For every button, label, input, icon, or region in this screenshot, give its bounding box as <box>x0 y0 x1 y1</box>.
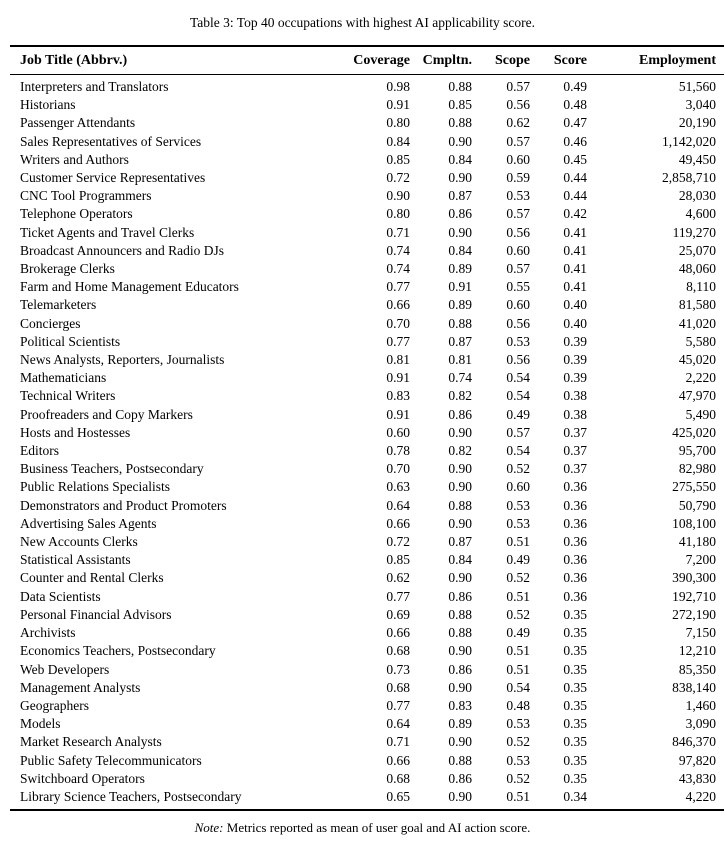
table-row <box>10 679 724 697</box>
cell-coverage: 0.90 <box>386 188 410 204</box>
cell-coverage: 0.73 <box>386 661 410 677</box>
cell-cmpltn: 0.90 <box>448 570 472 586</box>
cell-emp: 81,580 <box>678 297 716 313</box>
cell-score: 0.39 <box>563 370 587 386</box>
table-row <box>10 533 724 551</box>
cell-coverage: 0.71 <box>386 224 410 240</box>
cell-emp: 85,350 <box>678 661 716 677</box>
cell-score: 0.36 <box>563 497 587 513</box>
cell-cmpltn: 0.84 <box>448 151 472 167</box>
cell-score: 0.35 <box>563 661 587 677</box>
table-row <box>10 169 724 187</box>
cell-score: 0.41 <box>563 224 587 240</box>
cell-emp: 838,140 <box>672 679 716 695</box>
cell-score: 0.40 <box>563 297 587 313</box>
cell-scope: 0.54 <box>506 443 530 459</box>
table-row <box>10 642 724 660</box>
cell-emp: 8,110 <box>686 279 716 295</box>
table-row <box>10 205 724 223</box>
cell-scope: 0.53 <box>506 333 530 349</box>
cell-scope: 0.53 <box>506 716 530 732</box>
cell-score: 0.36 <box>563 534 587 550</box>
cell-emp: 390,300 <box>672 570 716 586</box>
cell-scope: 0.52 <box>506 570 530 586</box>
table-row <box>10 606 724 624</box>
cell-job-title: Public Relations Specialists <box>20 479 170 495</box>
table-row <box>10 260 724 278</box>
cell-coverage: 0.66 <box>386 752 410 768</box>
cell-scope: 0.55 <box>506 279 530 295</box>
table-row <box>10 424 724 442</box>
cell-coverage: 0.77 <box>386 279 410 295</box>
cell-scope: 0.53 <box>506 752 530 768</box>
table-row <box>10 151 724 169</box>
table-row <box>10 770 724 788</box>
cell-scope: 0.49 <box>506 552 530 568</box>
cell-job-title: Interpreters and Translators <box>20 79 169 94</box>
cell-job-title: Geographers <box>20 697 89 713</box>
cell-coverage: 0.77 <box>386 588 410 604</box>
cell-coverage: 0.64 <box>386 716 410 732</box>
cell-emp: 47,970 <box>678 388 716 404</box>
cell-emp: 275,550 <box>672 479 716 495</box>
cell-score: 0.36 <box>563 479 587 495</box>
cell-cmpltn: 0.83 <box>448 697 472 713</box>
cell-score: 0.38 <box>563 388 587 404</box>
cell-score: 0.36 <box>563 515 587 531</box>
cell-score: 0.36 <box>563 552 587 568</box>
cell-emp: 192,710 <box>672 588 716 604</box>
table-row <box>10 278 724 296</box>
cell-scope: 0.56 <box>506 97 530 113</box>
cell-emp: 28,030 <box>678 188 716 204</box>
cell-job-title: New Accounts Clerks <box>20 534 138 550</box>
cell-emp: 4,220 <box>685 788 716 804</box>
cell-score: 0.41 <box>563 279 587 295</box>
cell-cmpltn: 0.88 <box>448 606 472 622</box>
cell-cmpltn: 0.88 <box>448 752 472 768</box>
cell-scope: 0.56 <box>506 224 530 240</box>
cell-scope: 0.57 <box>506 424 530 440</box>
cell-job-title: Passenger Attendants <box>20 115 136 131</box>
cell-cmpltn: 0.86 <box>448 770 472 786</box>
cell-emp: 82,980 <box>678 461 716 477</box>
cell-job-title: Ticket Agents and Travel Clerks <box>20 224 195 240</box>
cell-coverage: 0.83 <box>386 388 410 404</box>
cell-scope: 0.52 <box>506 770 530 786</box>
cell-coverage: 0.77 <box>386 333 410 349</box>
cell-score: 0.35 <box>563 734 587 750</box>
cell-score: 0.37 <box>563 443 587 459</box>
cell-scope: 0.51 <box>506 534 530 550</box>
table-row <box>10 697 724 715</box>
cell-job-title: Mathematicians <box>20 370 107 386</box>
cell-emp: 272,190 <box>672 606 716 622</box>
cell-score: 0.39 <box>563 333 587 349</box>
cell-coverage: 0.91 <box>386 370 410 386</box>
cell-cmpltn: 0.90 <box>448 479 472 495</box>
cell-emp: 43,830 <box>678 770 716 786</box>
cell-job-title: Editors <box>20 443 59 459</box>
cell-job-title: Models <box>20 716 61 732</box>
table-body <box>10 75 724 811</box>
cell-scope: 0.57 <box>506 79 530 94</box>
table-row <box>10 296 724 314</box>
cell-coverage: 0.68 <box>386 643 410 659</box>
cell-job-title: Business Teachers, Postsecondary <box>20 461 204 477</box>
cell-coverage: 0.63 <box>386 479 410 495</box>
cell-coverage: 0.77 <box>386 697 410 713</box>
cell-scope: 0.56 <box>506 352 530 368</box>
cell-score: 0.37 <box>563 461 587 477</box>
cell-coverage: 0.78 <box>386 443 410 459</box>
table-row <box>10 478 724 496</box>
cell-cmpltn: 0.89 <box>448 716 472 732</box>
cell-job-title: Advertising Sales Agents <box>20 515 157 531</box>
cell-job-title: Personal Financial Advisors <box>20 606 172 622</box>
cell-scope: 0.49 <box>506 406 530 422</box>
cell-coverage: 0.70 <box>386 461 410 477</box>
cell-job-title: Data Scientists <box>20 588 101 604</box>
cell-cmpltn: 0.90 <box>448 170 472 186</box>
cell-cmpltn: 0.88 <box>448 625 472 641</box>
cell-score: 0.45 <box>563 151 587 167</box>
cell-coverage: 0.74 <box>386 261 410 277</box>
cell-scope: 0.53 <box>506 497 530 513</box>
cell-job-title: Market Research Analysts <box>20 734 162 750</box>
table-row <box>10 315 724 333</box>
cell-coverage: 0.65 <box>386 788 410 804</box>
cell-emp: 41,020 <box>678 315 716 331</box>
cell-scope: 0.49 <box>506 625 530 641</box>
table-row <box>10 661 724 679</box>
table-row <box>10 733 724 751</box>
cell-emp: 108,100 <box>672 515 716 531</box>
cell-cmpltn: 0.90 <box>448 224 472 240</box>
cell-scope: 0.57 <box>506 206 530 222</box>
cell-score: 0.47 <box>563 115 587 131</box>
cell-coverage: 0.68 <box>386 679 410 695</box>
table-row <box>10 442 724 460</box>
cell-cmpltn: 0.90 <box>448 133 472 149</box>
cell-cmpltn: 0.89 <box>448 261 472 277</box>
cell-emp: 5,580 <box>685 333 716 349</box>
cell-job-title: Historians <box>20 97 76 113</box>
cell-coverage: 0.74 <box>386 242 410 258</box>
table-row <box>10 788 724 810</box>
cell-coverage: 0.91 <box>386 97 410 113</box>
occupations-table <box>10 45 724 811</box>
cell-job-title: Customer Service Representatives <box>20 170 206 186</box>
cell-job-title: Farm and Home Management Educators <box>20 279 239 295</box>
cell-score: 0.44 <box>563 188 587 204</box>
cell-emp: 7,200 <box>685 552 716 568</box>
cell-coverage: 0.60 <box>386 424 410 440</box>
cell-job-title: Concierges <box>20 315 81 331</box>
cell-scope: 0.51 <box>506 788 530 804</box>
cell-scope: 0.52 <box>506 606 530 622</box>
cell-scope: 0.54 <box>506 679 530 695</box>
table-row <box>10 460 724 478</box>
cell-score: 0.35 <box>563 716 587 732</box>
table-row <box>10 752 724 770</box>
cell-job-title: Technical Writers <box>20 388 116 404</box>
table-row <box>10 114 724 132</box>
cell-emp: 119,270 <box>672 224 716 240</box>
cell-cmpltn: 0.86 <box>448 588 472 604</box>
cell-emp: 50,790 <box>678 497 716 513</box>
cell-score: 0.40 <box>563 315 587 331</box>
cell-cmpltn: 0.87 <box>448 534 472 550</box>
cell-job-title: Management Analysts <box>20 679 141 695</box>
cell-cmpltn: 0.74 <box>448 370 472 386</box>
cell-coverage: 0.81 <box>386 352 410 368</box>
cell-cmpltn: 0.88 <box>448 79 472 94</box>
cell-job-title: Counter and Rental Clerks <box>20 570 164 586</box>
cell-cmpltn: 0.90 <box>448 461 472 477</box>
cell-cmpltn: 0.88 <box>448 315 472 331</box>
cell-score: 0.36 <box>563 570 587 586</box>
cell-scope: 0.52 <box>506 734 530 750</box>
cell-scope: 0.51 <box>506 588 530 604</box>
table-row <box>10 569 724 587</box>
cell-job-title: Public Safety Telecommunicators <box>20 752 202 768</box>
table-row <box>10 715 724 733</box>
table-row <box>10 588 724 606</box>
column-header-scope: Scope <box>495 53 530 68</box>
cell-emp: 41,180 <box>678 534 716 550</box>
cell-emp: 1,142,020 <box>662 133 716 149</box>
cell-coverage: 0.70 <box>386 315 410 331</box>
cell-cmpltn: 0.88 <box>448 497 472 513</box>
cell-emp: 4,600 <box>685 206 716 222</box>
cell-job-title: Telephone Operators <box>20 206 133 222</box>
table-row <box>10 333 724 351</box>
cell-coverage: 0.80 <box>386 115 410 131</box>
cell-cmpltn: 0.90 <box>448 515 472 531</box>
cell-scope: 0.60 <box>506 151 530 167</box>
cell-job-title: Switchboard Operators <box>20 770 145 786</box>
cell-coverage: 0.62 <box>386 570 410 586</box>
cell-cmpltn: 0.87 <box>448 188 472 204</box>
table-row <box>10 406 724 424</box>
cell-coverage: 0.69 <box>386 606 410 622</box>
cell-job-title: Hosts and Hostesses <box>20 424 131 440</box>
cell-score: 0.42 <box>563 206 587 222</box>
cell-coverage: 0.85 <box>386 151 410 167</box>
cell-score: 0.35 <box>563 770 587 786</box>
cell-emp: 3,090 <box>685 716 716 732</box>
cell-cmpltn: 0.88 <box>448 115 472 131</box>
cell-emp: 97,820 <box>678 752 716 768</box>
cell-emp: 95,700 <box>678 443 716 459</box>
cell-job-title: Statistical Assistants <box>20 552 131 568</box>
cell-scope: 0.51 <box>506 661 530 677</box>
table-row <box>10 497 724 515</box>
cell-job-title: Brokerage Clerks <box>20 261 115 277</box>
cell-cmpltn: 0.90 <box>448 424 472 440</box>
cell-job-title: Political Scientists <box>20 333 121 349</box>
cell-score: 0.44 <box>563 170 587 186</box>
cell-cmpltn: 0.86 <box>448 406 472 422</box>
cell-coverage: 0.71 <box>386 734 410 750</box>
column-header-cmpltn: Cmpltn. <box>422 53 472 68</box>
table-row <box>10 515 724 533</box>
cell-scope: 0.51 <box>506 643 530 659</box>
cell-emp: 48,060 <box>678 261 716 277</box>
cell-cmpltn: 0.82 <box>448 388 472 404</box>
cell-scope: 0.54 <box>506 370 530 386</box>
cell-scope: 0.53 <box>506 188 530 204</box>
table-row <box>10 351 724 369</box>
table-row <box>10 187 724 205</box>
cell-job-title: Proofreaders and Copy Markers <box>20 406 193 422</box>
cell-score: 0.49 <box>563 79 587 94</box>
cell-score: 0.41 <box>563 242 587 258</box>
cell-emp: 7,150 <box>685 625 716 641</box>
column-header-score: Score <box>553 53 587 68</box>
cell-coverage: 0.84 <box>386 133 410 149</box>
cell-job-title: Library Science Teachers, Postsecondary <box>20 788 242 804</box>
cell-job-title: Sales Representatives of Services <box>20 133 202 149</box>
cell-cmpltn: 0.86 <box>448 661 472 677</box>
cell-emp: 25,070 <box>678 242 716 258</box>
cell-score: 0.37 <box>563 424 587 440</box>
cell-coverage: 0.85 <box>386 552 410 568</box>
table-row <box>10 224 724 242</box>
cell-scope: 0.57 <box>506 261 530 277</box>
cell-cmpltn: 0.91 <box>448 279 472 295</box>
cell-score: 0.35 <box>563 752 587 768</box>
cell-cmpltn: 0.90 <box>448 788 472 804</box>
cell-job-title: News Analysts, Reporters, Journalists <box>20 352 225 368</box>
cell-score: 0.36 <box>563 588 587 604</box>
cell-emp: 5,490 <box>685 406 716 422</box>
cell-emp: 1,460 <box>685 697 716 713</box>
cell-scope: 0.48 <box>506 697 530 713</box>
cell-score: 0.35 <box>563 606 587 622</box>
cell-cmpltn: 0.90 <box>448 734 472 750</box>
cell-coverage: 0.72 <box>386 170 410 186</box>
table-row <box>10 242 724 260</box>
note-text: Metrics reported as mean of user goal and AI action score. <box>226 820 531 836</box>
cell-cmpltn: 0.81 <box>448 352 472 368</box>
table-header <box>10 46 724 75</box>
table-header-row <box>10 46 724 75</box>
cell-job-title: Archivists <box>20 625 76 641</box>
cell-coverage: 0.66 <box>386 297 410 313</box>
cell-scope: 0.60 <box>506 297 530 313</box>
cell-coverage: 0.91 <box>386 406 410 422</box>
table-row <box>10 551 724 569</box>
cell-emp: 846,370 <box>672 734 716 750</box>
cell-emp: 51,560 <box>678 79 716 94</box>
table-row <box>10 96 724 114</box>
cell-scope: 0.57 <box>506 133 530 149</box>
cell-job-title: Web Developers <box>20 661 110 677</box>
cell-coverage: 0.64 <box>386 497 410 513</box>
cell-coverage: 0.66 <box>386 515 410 531</box>
cell-score: 0.34 <box>563 788 587 804</box>
cell-scope: 0.59 <box>506 170 530 186</box>
cell-emp: 12,210 <box>678 643 716 659</box>
cell-cmpltn: 0.90 <box>448 679 472 695</box>
cell-coverage: 0.72 <box>386 534 410 550</box>
cell-emp: 3,040 <box>685 97 716 113</box>
cell-score: 0.35 <box>563 625 587 641</box>
column-header-job: Job Title (Abbrv.) <box>20 53 128 68</box>
cell-job-title: Demonstrators and Product Promoters <box>20 497 227 513</box>
cell-coverage: 0.68 <box>386 770 410 786</box>
cell-cmpltn: 0.89 <box>448 297 472 313</box>
cell-job-title: CNC Tool Programmers <box>20 188 152 204</box>
cell-emp: 45,020 <box>678 352 716 368</box>
note-label: Note: <box>194 820 224 836</box>
cell-cmpltn: 0.84 <box>448 552 472 568</box>
cell-job-title: Writers and Authors <box>20 151 129 167</box>
column-header-coverage: Coverage <box>353 53 410 68</box>
cell-cmpltn: 0.85 <box>448 97 472 113</box>
cell-score: 0.41 <box>563 261 587 277</box>
cell-score: 0.38 <box>563 406 587 422</box>
cell-scope: 0.60 <box>506 479 530 495</box>
cell-score: 0.35 <box>563 697 587 713</box>
cell-scope: 0.62 <box>506 115 530 131</box>
table-row <box>10 387 724 405</box>
cell-score: 0.35 <box>563 643 587 659</box>
cell-scope: 0.60 <box>506 242 530 258</box>
cell-scope: 0.54 <box>506 388 530 404</box>
column-header-emp: Employment <box>639 53 716 68</box>
cell-emp: 49,450 <box>678 151 716 167</box>
cell-cmpltn: 0.84 <box>448 242 472 258</box>
cell-cmpltn: 0.86 <box>448 206 472 222</box>
cell-coverage: 0.98 <box>386 79 410 94</box>
cell-cmpltn: 0.82 <box>448 443 472 459</box>
cell-emp: 2,220 <box>685 370 716 386</box>
cell-cmpltn: 0.87 <box>448 333 472 349</box>
cell-score: 0.35 <box>563 679 587 695</box>
table-row <box>10 624 724 642</box>
cell-emp: 425,020 <box>672 424 716 440</box>
cell-cmpltn: 0.90 <box>448 643 472 659</box>
table-note <box>0 820 725 836</box>
cell-job-title: Economics Teachers, Postsecondary <box>20 643 216 659</box>
cell-emp: 20,190 <box>678 115 716 131</box>
cell-score: 0.39 <box>563 352 587 368</box>
cell-coverage: 0.66 <box>386 625 410 641</box>
table-row <box>10 133 724 151</box>
cell-scope: 0.56 <box>506 315 530 331</box>
table-row <box>10 75 724 97</box>
cell-score: 0.46 <box>563 133 587 149</box>
cell-scope: 0.53 <box>506 515 530 531</box>
table-caption: Table 3: Top 40 occupations with highest AI applicability score. <box>189 15 536 30</box>
table-row <box>10 369 724 387</box>
cell-score: 0.48 <box>563 97 587 113</box>
cell-coverage: 0.80 <box>386 206 410 222</box>
cell-emp: 2,858,710 <box>662 170 716 186</box>
cell-scope: 0.52 <box>506 461 530 477</box>
cell-job-title: Broadcast Announcers and Radio DJs <box>20 242 224 258</box>
cell-job-title: Telemarketers <box>20 297 97 313</box>
